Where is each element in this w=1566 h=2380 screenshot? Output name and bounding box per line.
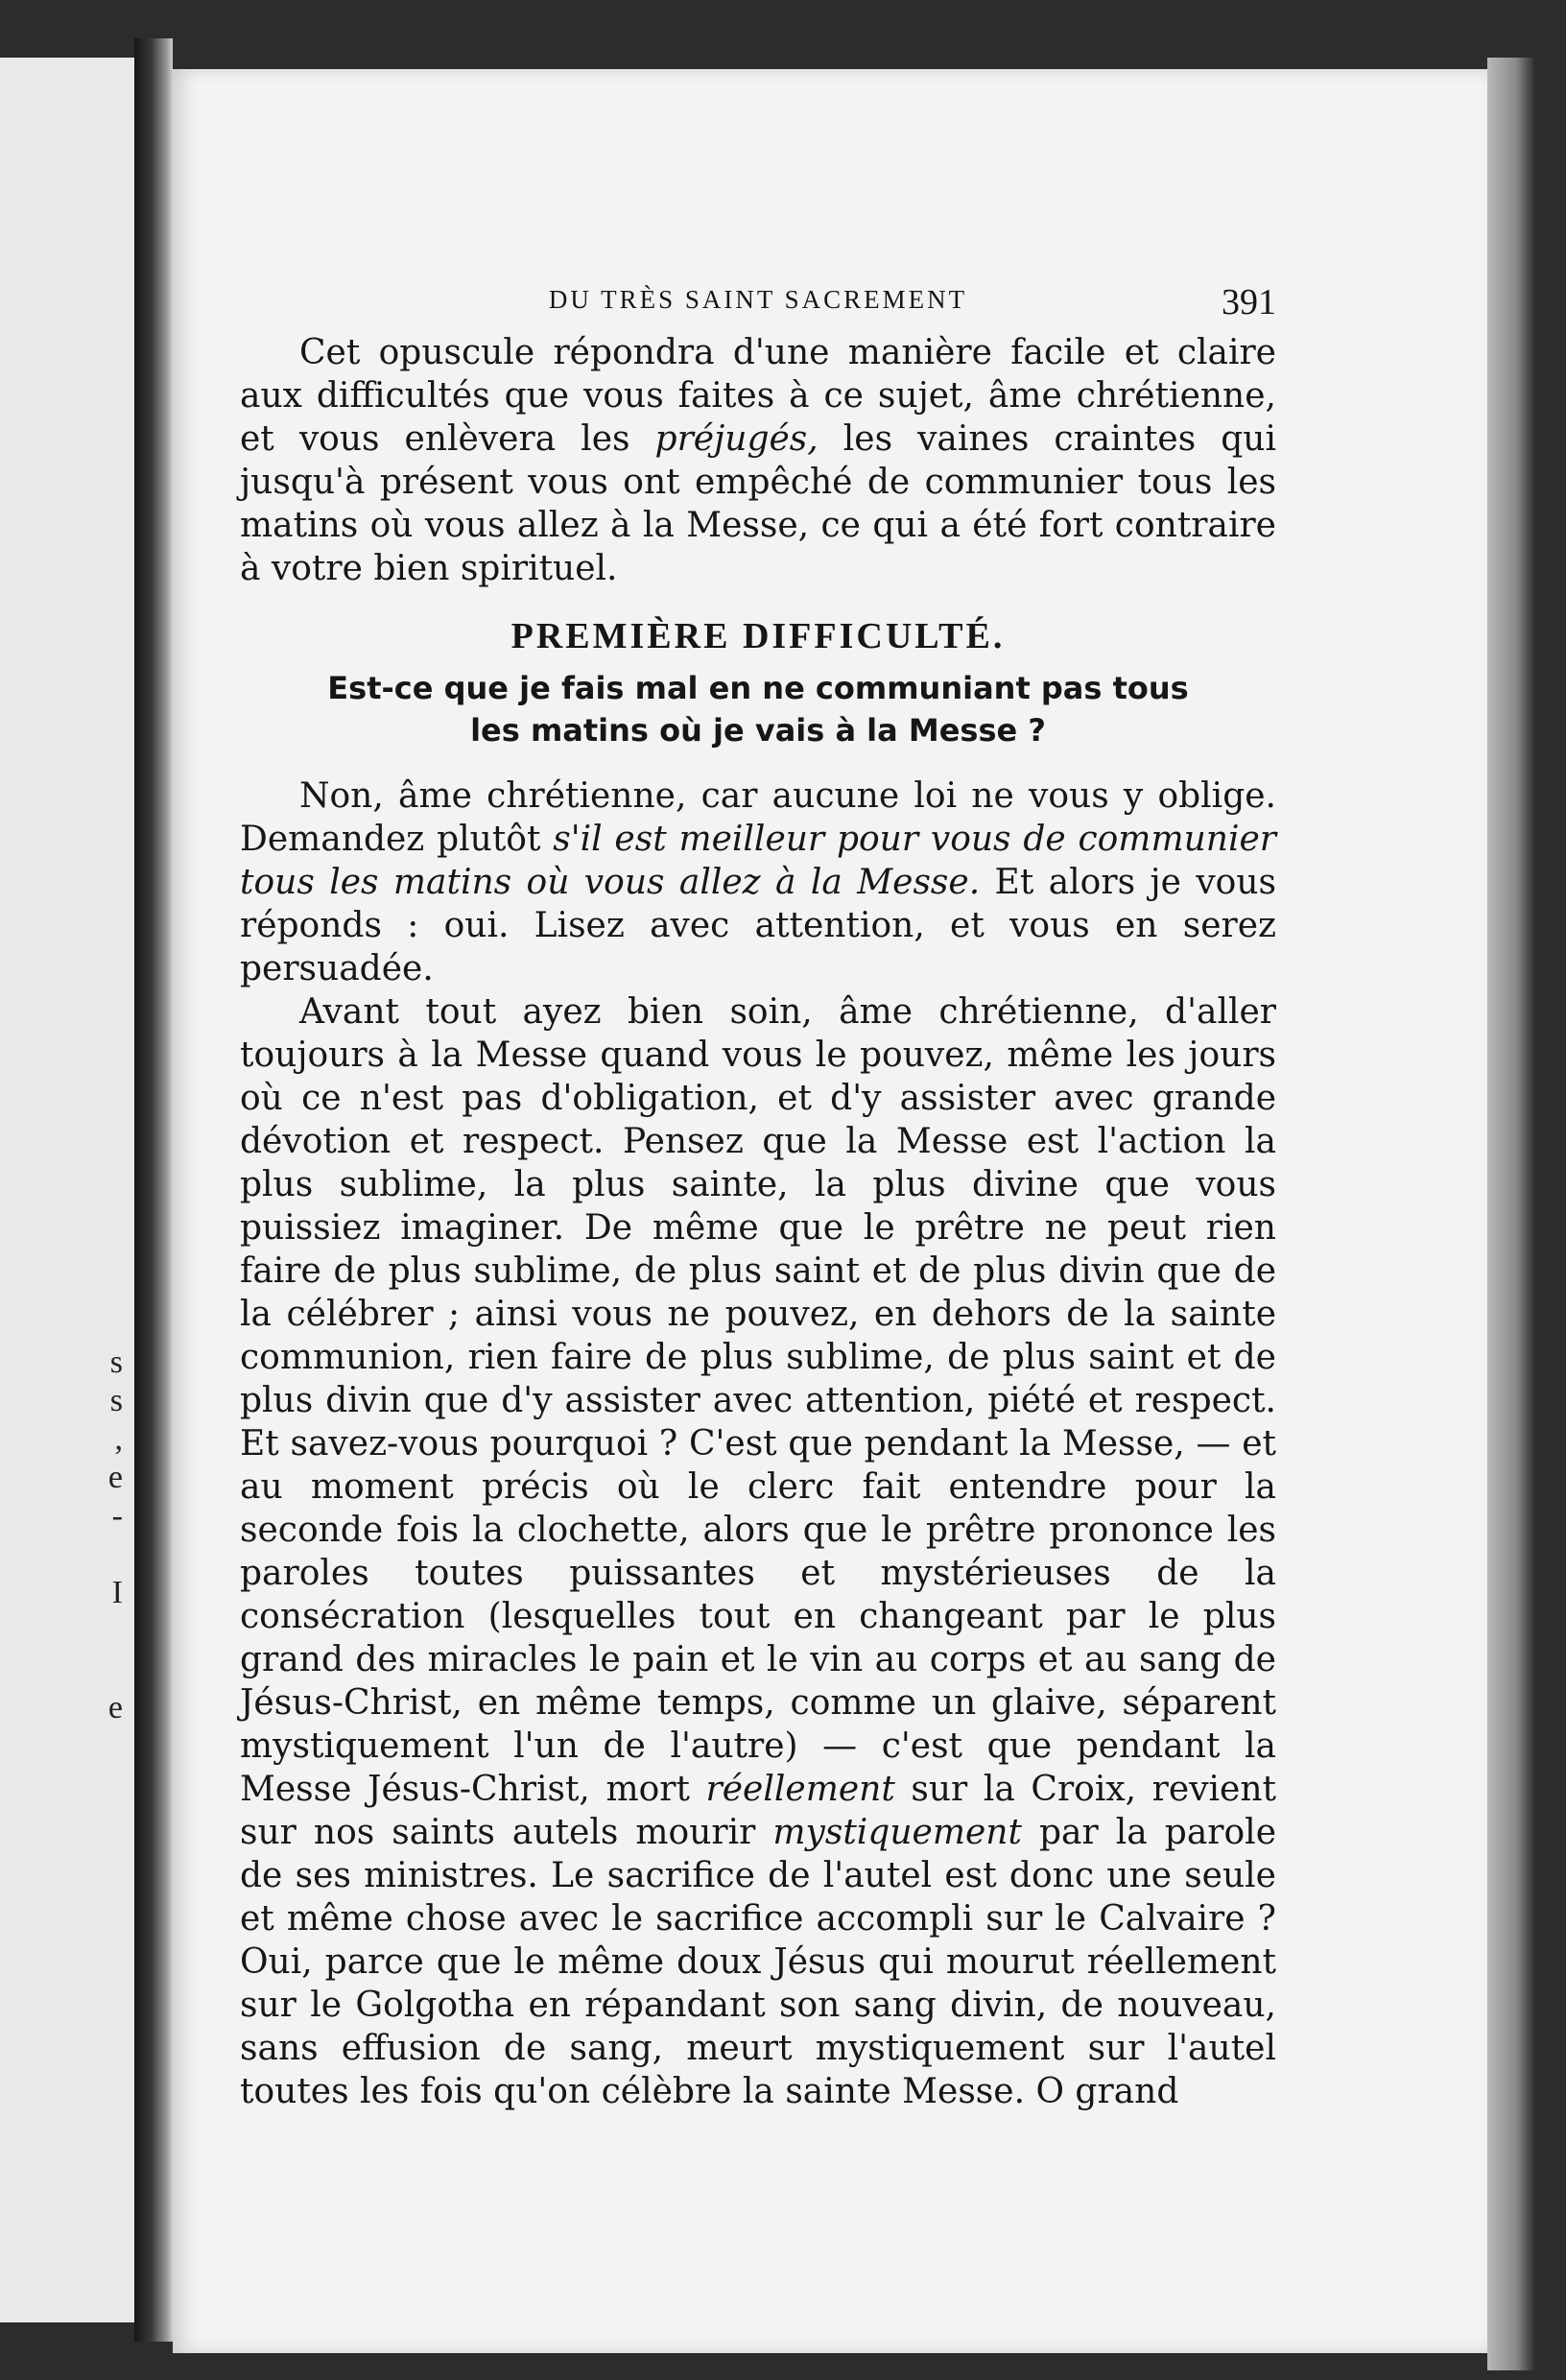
intro-paragraph — [240, 331, 1276, 590]
body-emphasis-2: mystiquement — [772, 1813, 1022, 1852]
edge-letter: s — [109, 1383, 123, 1418]
intro-text-1: Cet opuscule répondra d'une manière facile et claire aux difficultés que vous faites à ce sujet, âme chrétienne, et vous enlèvera les — [240, 333, 1276, 459]
edge-letter: , — [114, 1421, 123, 1457]
body-text-1: Avant tout ayez bien soin, âme chrétienne, d'aller toujours à la Messe quand vous le pouvez, même les jours où ce n'est pas d'obligation, et d'y assister avec grande dévotion et respect. Pensez que la Messe est l'action la plus sublime, la plus sainte, la plus divine que vous puissiez imaginer. De même que le prêtre ne peut rien faire de plus sublime, de plus saint et de plus divin que de la célébrer ; ainsi vous ne pouvez, en dehors de la sainte communion, rien faire de plus sublime, de plus saint et de plus divin que d'y assister avec attention, piété et respect. Et savez-vous pourquoi ? C'est que pendant la Messe, — et au moment précis où le clerc fait entendre pour la seconde fois la clochette, alors que le prêtre prononce les paroles toutes puissantes et mystérieuses de la consécration (lesquelles tout en changeant par le plus grand des miracles le pain et le vin au corps et au sang de Jésus-Christ, en même temps, comme un glaive, séparent mystiquement l'un de l'autre) — c'est que pendant la Messe Jésus-Christ, mort — [240, 992, 1276, 1809]
edge-letter: e — [107, 1460, 123, 1495]
edge-letter — [108, 1651, 123, 1689]
answer-text-2: Et alors je vous réponds : oui. Lisez avec attention, et vous en serez persuadée. — [240, 863, 1276, 988]
edge-letter — [108, 1535, 123, 1574]
edge-letter — [108, 1612, 123, 1651]
page-number: 391 — [1222, 282, 1276, 322]
edge-letter: e — [107, 1690, 123, 1726]
intro-text-2: les vaines craintes qui jusqu'à présent vous ont empêché de communier tous les matins où vous allez à la Messe, ce qui a été fort contraire à votre bien spirituel. — [240, 419, 1276, 588]
facing-page — [0, 58, 134, 2322]
answer-paragraph — [240, 774, 1276, 990]
running-head — [240, 274, 1276, 331]
body-text-2: sur la Croix, revient sur nos saints autels mourir — [240, 1770, 1276, 1852]
book-spine — [134, 38, 173, 2342]
section-question — [240, 667, 1276, 751]
intro-emphasis: préjugés, — [654, 419, 819, 459]
edge-letter: s — [109, 1345, 123, 1380]
facing-page-edge-letters — [108, 1344, 123, 1727]
question-line-2: les matins où je vais à la Messe ? — [470, 712, 1046, 749]
running-title: DU TRÈS SAINT SACREMENT — [548, 285, 968, 314]
body-paragraph — [240, 990, 1276, 2113]
answer-text-1: Non, âme chrétienne, car aucune loi ne vous y oblige. Demandez plutôt — [240, 776, 1276, 859]
page-content — [240, 274, 1276, 2113]
question-line-1: Est-ce que je fais mal en ne communiant pas tous — [327, 670, 1189, 706]
edge-letter: - — [111, 1498, 123, 1534]
page-edge — [1487, 58, 1535, 2370]
body-emphasis-1: réellement — [705, 1770, 895, 1809]
section-title: PREMIÈRE DIFFICULTÉ. — [510, 616, 1006, 656]
body-text-3: par la parole de ses ministres. Le sacrifice de l'autel est donc une seule et même chose avec le sacrifice accompli sur le Calvaire ? Oui, parce que le même doux Jésus qui mourut réellement sur le Golgotha en répandant son sang divin, de nouveau, sans effusion de sang, meurt mystiquement sur l'autel toutes les fois qu'on célèbre la sainte Messe. O grand — [240, 1813, 1276, 2111]
answer-emphasis: s'il est meilleur pour vous de communier tous les matins où vous allez à la Messe. — [240, 820, 1276, 902]
edge-letter: I — [111, 1575, 123, 1610]
